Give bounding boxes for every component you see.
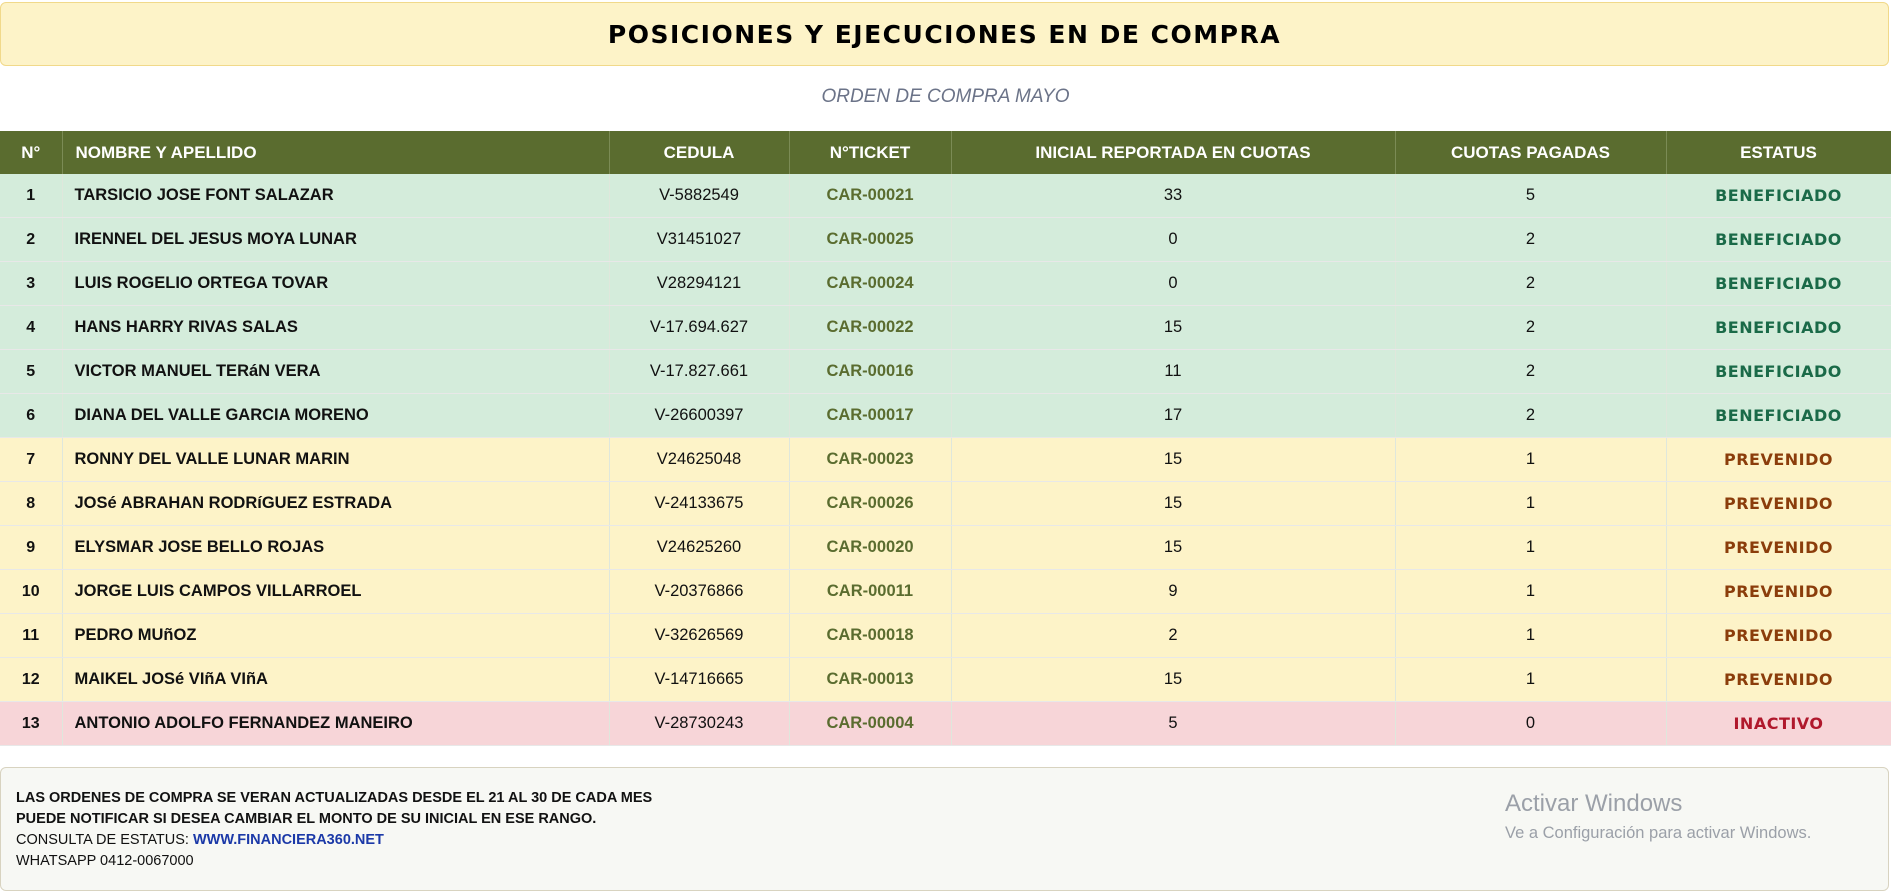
row-ticket: CAR-00023 <box>789 438 951 482</box>
table-row <box>0 350 1891 394</box>
page-title: POSICIONES Y EJECUCIONES EN DE COMPRA <box>607 19 1282 49</box>
row-cedula: V28294121 <box>609 262 789 306</box>
watermark-title: Activar Windows <box>1505 790 1683 817</box>
status-badge: PREVENIDO <box>1666 438 1891 482</box>
column-header-inicial: INICIAL REPORTADA EN CUOTAS <box>951 131 1395 174</box>
table-row <box>0 174 1891 218</box>
row-cuotas: 2 <box>1395 306 1666 350</box>
status-badge: PREVENIDO <box>1666 482 1891 526</box>
row-number: 7 <box>0 438 62 482</box>
table-header-row <box>0 131 1891 174</box>
row-inicial: 33 <box>951 174 1395 218</box>
row-ticket: CAR-00026 <box>789 482 951 526</box>
row-name: VICTOR MANUEL TERáN VERA <box>62 350 609 394</box>
footer-line-notify: PUEDE NOTIFICAR SI DESEA CAMBIAR EL MONTO DE SU INICIAL EN ESE RANGO. <box>16 811 597 827</box>
row-cedula: V-24133675 <box>609 482 789 526</box>
positions-table <box>0 131 1891 746</box>
column-header-cedula: CEDULA <box>609 131 789 174</box>
status-badge: INACTIVO <box>1666 702 1891 746</box>
row-ticket: CAR-00018 <box>789 614 951 658</box>
row-inicial: 15 <box>951 526 1395 570</box>
row-cuotas: 1 <box>1395 614 1666 658</box>
column-header-cuotas: CUOTAS PAGADAS <box>1395 131 1666 174</box>
row-ticket: CAR-00013 <box>789 658 951 702</box>
row-inicial: 15 <box>951 658 1395 702</box>
row-name: HANS HARRY RIVAS SALAS <box>62 306 609 350</box>
row-name: RONNY DEL VALLE LUNAR MARIN <box>62 438 609 482</box>
row-cuotas: 1 <box>1395 482 1666 526</box>
table-row <box>0 570 1891 614</box>
row-ticket: CAR-00011 <box>789 570 951 614</box>
windows-activation-watermark <box>1505 790 1811 843</box>
row-ticket: CAR-00016 <box>789 350 951 394</box>
row-name: DIANA DEL VALLE GARCIA MORENO <box>62 394 609 438</box>
row-ticket: CAR-00004 <box>789 702 951 746</box>
row-inicial: 2 <box>951 614 1395 658</box>
row-number: 11 <box>0 614 62 658</box>
column-header-number: N° <box>0 131 62 174</box>
table-row <box>0 218 1891 262</box>
table-row <box>0 526 1891 570</box>
table-row <box>0 658 1891 702</box>
row-cedula: V-17.694.627 <box>609 306 789 350</box>
row-inicial: 0 <box>951 262 1395 306</box>
row-cedula: V24625260 <box>609 526 789 570</box>
row-name: ELYSMAR JOSE BELLO ROJAS <box>62 526 609 570</box>
row-name: LUIS ROGELIO ORTEGA TOVAR <box>62 262 609 306</box>
row-number: 12 <box>0 658 62 702</box>
row-cuotas: 1 <box>1395 570 1666 614</box>
row-inicial: 15 <box>951 438 1395 482</box>
row-ticket: CAR-00022 <box>789 306 951 350</box>
row-number: 1 <box>0 174 62 218</box>
row-ticket: CAR-00024 <box>789 262 951 306</box>
row-ticket: CAR-00020 <box>789 526 951 570</box>
status-badge: PREVENIDO <box>1666 570 1891 614</box>
status-badge: PREVENIDO <box>1666 614 1891 658</box>
status-badge: PREVENIDO <box>1666 658 1891 702</box>
row-name: IRENNEL DEL JESUS MOYA LUNAR <box>62 218 609 262</box>
footer-consulta-label: CONSULTA DE ESTATUS: <box>16 832 189 848</box>
row-number: 9 <box>0 526 62 570</box>
row-inicial: 5 <box>951 702 1395 746</box>
table-row <box>0 262 1891 306</box>
row-number: 3 <box>0 262 62 306</box>
row-number: 13 <box>0 702 62 746</box>
row-cuotas: 0 <box>1395 702 1666 746</box>
row-cedula: V24625048 <box>609 438 789 482</box>
row-number: 4 <box>0 306 62 350</box>
row-cedula: V-26600397 <box>609 394 789 438</box>
row-number: 10 <box>0 570 62 614</box>
table-row <box>0 614 1891 658</box>
row-name: JOSé ABRAHAN RODRíGUEZ ESTRADA <box>62 482 609 526</box>
row-ticket: CAR-00021 <box>789 174 951 218</box>
status-badge: BENEFICIADO <box>1666 262 1891 306</box>
row-cuotas: 1 <box>1395 438 1666 482</box>
row-cedula: V-28730243 <box>609 702 789 746</box>
row-ticket: CAR-00025 <box>789 218 951 262</box>
row-inicial: 15 <box>951 306 1395 350</box>
row-inicial: 0 <box>951 218 1395 262</box>
row-inicial: 11 <box>951 350 1395 394</box>
status-badge: BENEFICIADO <box>1666 306 1891 350</box>
row-cuotas: 1 <box>1395 526 1666 570</box>
row-number: 6 <box>0 394 62 438</box>
footer-consulta <box>16 830 652 851</box>
status-badge: BENEFICIADO <box>1666 350 1891 394</box>
table-row <box>0 438 1891 482</box>
row-name: PEDRO MUñOZ <box>62 614 609 658</box>
footer-line-update: LAS ORDENES DE COMPRA SE VERAN ACTUALIZADAS DESDE EL 21 AL 30 DE CADA MES <box>16 790 653 806</box>
row-cuotas: 1 <box>1395 658 1666 702</box>
row-cedula: V31451027 <box>609 218 789 262</box>
row-inicial: 9 <box>951 570 1395 614</box>
column-header-estatus: ESTATUS <box>1666 131 1891 174</box>
table-body <box>0 174 1891 746</box>
row-name: TARSICIO JOSE FONT SALAZAR <box>62 174 609 218</box>
row-name: JORGE LUIS CAMPOS VILLARROEL <box>62 570 609 614</box>
footer-whatsapp: WHATSAPP 0412-0067000 <box>16 853 194 869</box>
table-row <box>0 394 1891 438</box>
row-name: ANTONIO ADOLFO FERNANDEZ MANEIRO <box>62 702 609 746</box>
table-row <box>0 306 1891 350</box>
row-cuotas: 2 <box>1395 218 1666 262</box>
status-badge: BENEFICIADO <box>1666 218 1891 262</box>
website-link[interactable]: WWW.FINANCIERA360.NET <box>192 832 384 848</box>
watermark-subtitle: Ve a Configuración para activar Windows. <box>1505 824 1812 842</box>
status-badge: BENEFICIADO <box>1666 394 1891 438</box>
table-row <box>0 702 1891 746</box>
page-subtitle: ORDEN DE COMPRA MAYO <box>821 86 1070 107</box>
row-cuotas: 2 <box>1395 394 1666 438</box>
row-inicial: 17 <box>951 394 1395 438</box>
row-number: 5 <box>0 350 62 394</box>
row-cuotas: 2 <box>1395 350 1666 394</box>
row-cuotas: 2 <box>1395 262 1666 306</box>
column-header-name: NOMBRE Y APELLIDO <box>62 131 609 174</box>
table-row <box>0 482 1891 526</box>
row-cuotas: 5 <box>1395 174 1666 218</box>
row-cedula: V-14716665 <box>609 658 789 702</box>
row-name: MAIKEL JOSé VIñA VIñA <box>62 658 609 702</box>
status-badge: PREVENIDO <box>1666 526 1891 570</box>
row-inicial: 15 <box>951 482 1395 526</box>
row-number: 8 <box>0 482 62 526</box>
row-cedula: V-5882549 <box>609 174 789 218</box>
row-cedula: V-17.827.661 <box>609 350 789 394</box>
row-cedula: V-20376866 <box>609 570 789 614</box>
column-header-ticket: N°TICKET <box>789 131 951 174</box>
row-number: 2 <box>0 218 62 262</box>
row-cedula: V-32626569 <box>609 614 789 658</box>
status-badge: BENEFICIADO <box>1666 174 1891 218</box>
row-ticket: CAR-00017 <box>789 394 951 438</box>
title-bar <box>0 2 1889 66</box>
